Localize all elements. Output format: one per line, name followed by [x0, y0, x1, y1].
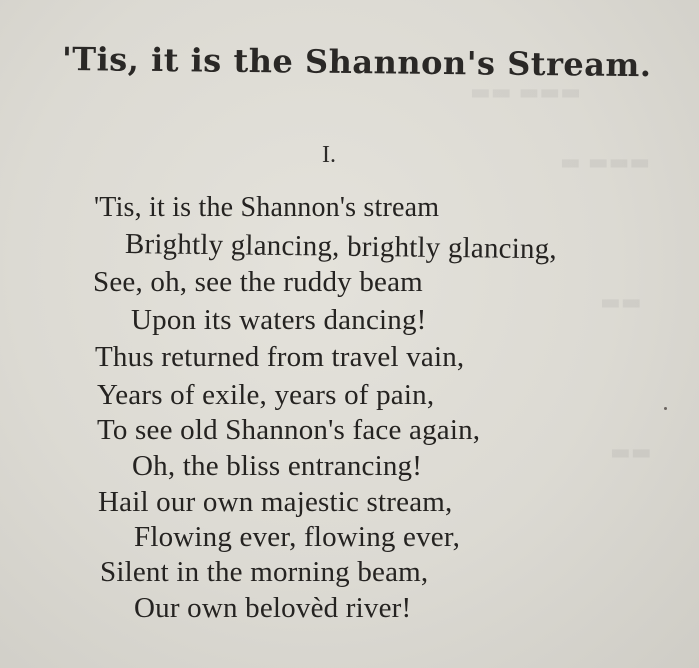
show-through-mark: ▬▬ — [610, 440, 652, 465]
poem-line: Oh, the bliss entrancing! — [132, 450, 423, 482]
poem-line: Silent in the morning beam, — [100, 556, 429, 588]
poem-line: Thus returned from travel vain, — [95, 341, 465, 373]
poem-line: Hail our own majestic stream, — [98, 486, 453, 518]
poem-line: To see old Shannon's face again, — [97, 414, 481, 446]
poem-line: Years of exile, years of pain, — [97, 379, 435, 411]
poem-line: Brightly glancing, brightly glancing, — [124, 228, 558, 266]
poem-title: 'Tis, it is the Shannon's Stream. — [61, 40, 652, 85]
poem-line: Our own belovèd river! — [134, 592, 412, 624]
show-through-mark: ▬▬▬ ▬▬ — [470, 80, 581, 105]
poem-line: Upon its waters dancing! — [131, 304, 427, 336]
poem-line: Flowing ever, flowing ever, — [134, 521, 461, 553]
poem-line: 'Tis, it is the Shannon's stream — [94, 192, 440, 223]
paper-fleck — [664, 407, 667, 410]
show-through-mark: ▬▬▬ ▬ — [560, 150, 651, 175]
stanza-number: I. — [322, 142, 336, 168]
poem-line: See, oh, see the ruddy beam — [93, 266, 423, 298]
show-through-mark: ▬▬ — [600, 290, 642, 315]
